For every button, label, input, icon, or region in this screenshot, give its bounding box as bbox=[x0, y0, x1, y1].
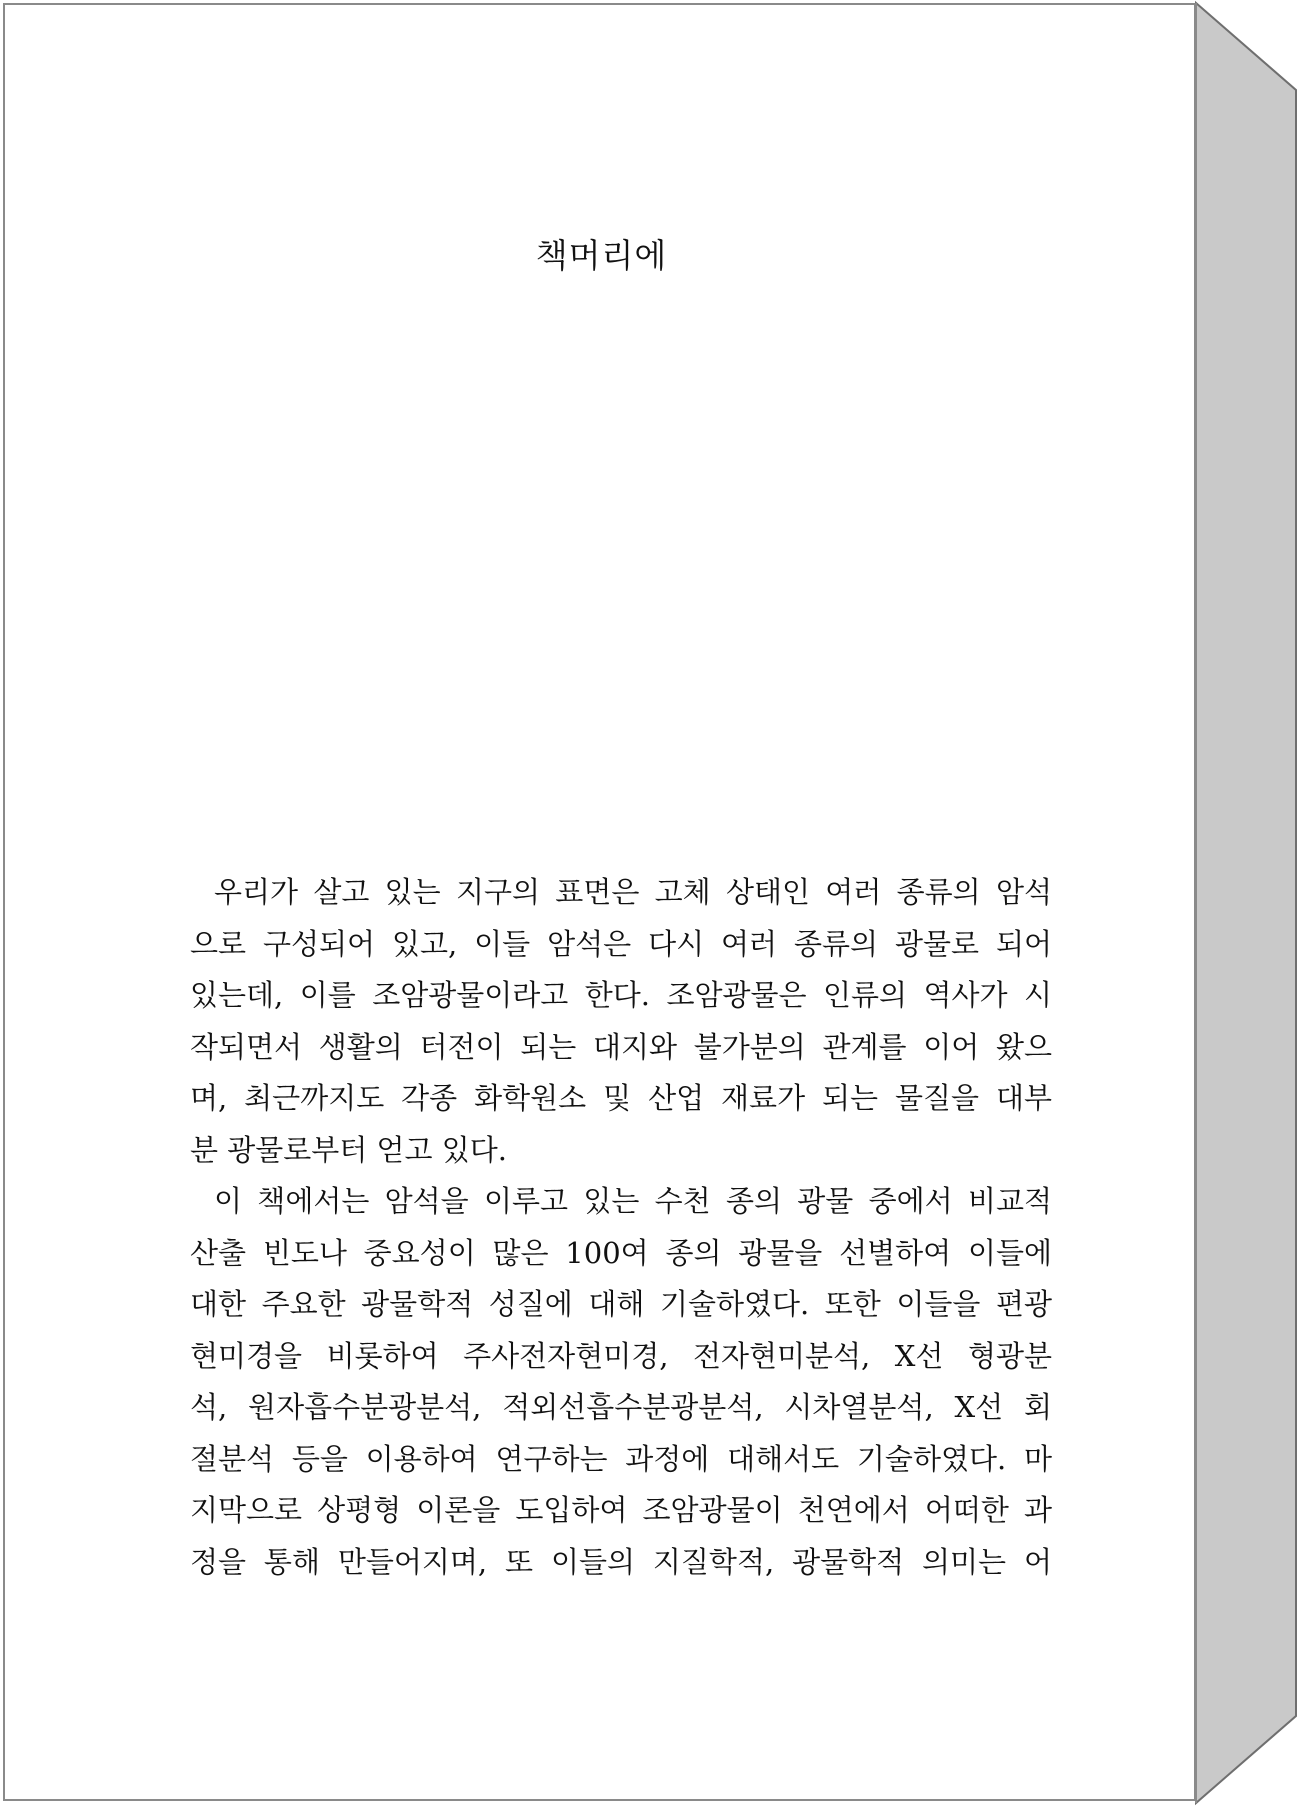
text-line: 대한 주요한 광물학적 성질에 대해 기술하였다. 또한 이들을 편광 bbox=[190, 1287, 1052, 1321]
text-line: 며, 최근까지도 각종 화학원소 및 산업 재료가 되는 물질을 대부 bbox=[190, 1081, 1052, 1115]
text-line: 산출 빈도나 중요성이 많은 100여 종의 광물을 선별하여 이들에 bbox=[190, 1235, 1052, 1270]
text-line: 이 책에서는 암석을 이루고 있는 수천 종의 광물 중에서 비교적 bbox=[214, 1184, 1052, 1218]
text-line: 정을 통해 만들어지며, 또 이들의 지질학적, 광물학적 의미는 어 bbox=[190, 1544, 1052, 1579]
text-line: 분 광물로부터 얻고 있다. bbox=[190, 1132, 508, 1167]
text-line: 현미경을 비롯하여 주사전자현미경, 전자현미분석, X선 형광분 bbox=[190, 1338, 1052, 1373]
text-line: 지막으로 상평형 이론을 도입하여 조암광물이 천연에서 어떠한 과 bbox=[190, 1493, 1052, 1527]
page-title: 책머리에 bbox=[535, 236, 668, 275]
book-page bbox=[3, 3, 1196, 1801]
text-line: 작되면서 생활의 터전이 되는 대지와 불가분의 관계를 이어 왔으 bbox=[190, 1029, 1052, 1064]
text-line: 우리가 살고 있는 지구의 표면은 고체 상태인 여러 종류의 암석 bbox=[214, 875, 1052, 909]
text-line: 석, 원자흡수분광분석, 적외선흡수분광분석, 시차열분석, X선 회 bbox=[190, 1390, 1052, 1424]
text-line: 있는데, 이를 조암광물이라고 한다. 조암광물은 인류의 역사가 시 bbox=[190, 978, 1052, 1012]
text-line: 절분석 등을 이용하여 연구하는 과정에 대해서도 기술하였다. 마 bbox=[190, 1441, 1052, 1476]
text-line: 으로 구성되어 있고, 이들 암석은 다시 여러 종류의 광물로 되어 bbox=[190, 926, 1052, 961]
body-text bbox=[190, 867, 1052, 1588]
